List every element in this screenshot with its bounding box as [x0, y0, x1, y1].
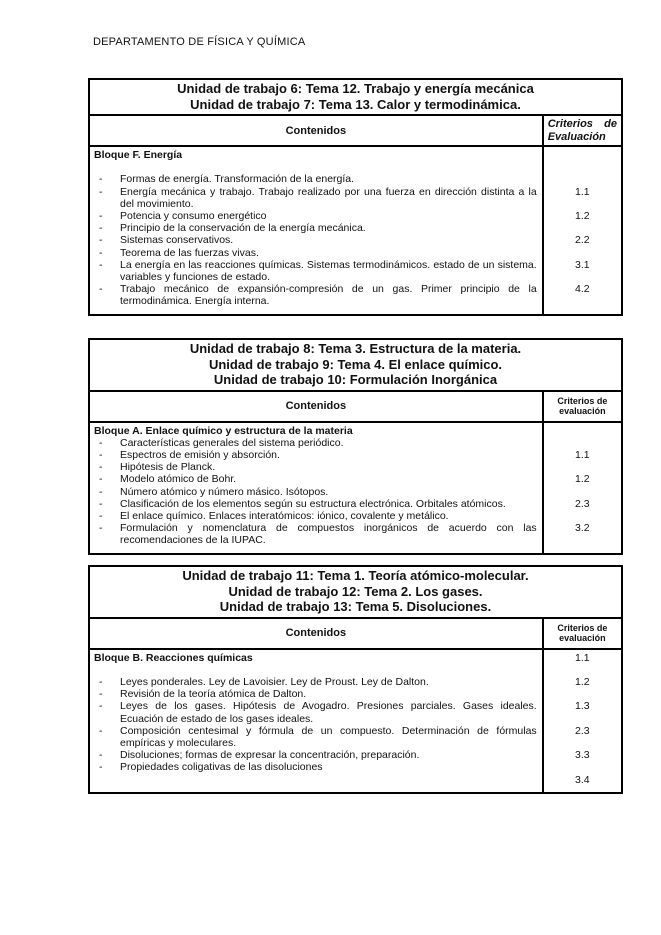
table-row — [89, 700, 622, 724]
content-cell — [89, 522, 543, 553]
content-cell — [89, 510, 543, 522]
criterion-value — [543, 173, 622, 185]
table-row — [89, 247, 622, 259]
list-dash-icon: - — [99, 724, 103, 737]
content-cell — [89, 676, 543, 688]
list-dash-icon: - — [99, 222, 103, 235]
list-dash-icon: - — [99, 461, 103, 474]
title-line: Unidad de trabajo 12: Tema 2. Los gases. — [228, 583, 483, 599]
content-item-text: Formulación y nomenclatura de compuestos inorgánicos de acuerdo con las recomendaciones de la IUPAC. — [120, 522, 537, 547]
content-item-text: El enlace químico. Enlaces interatómicos: iónico, covalente y metálico. — [120, 509, 449, 522]
title-line: Unidad de trabajo 6: Tema 12. Trabajo y energía mecánica — [177, 81, 534, 96]
table-row — [89, 234, 622, 246]
contenidos-header: Contenidos — [89, 618, 543, 649]
content-item-text: Revisión de la teoría atómica de Dalton. — [120, 688, 307, 701]
content-item-text: Número atómico y número másico. Isótopos. — [120, 485, 329, 498]
criterion-value — [543, 161, 622, 173]
content-cell — [89, 774, 543, 793]
table-row — [89, 173, 622, 185]
list-dash-icon: - — [99, 283, 103, 296]
unit-table-6-7 — [88, 78, 623, 316]
column-header-row — [89, 391, 622, 422]
criterion-value — [543, 761, 622, 773]
table-row — [89, 688, 622, 700]
criterion-value — [543, 222, 622, 234]
criterion-value — [543, 510, 622, 522]
table-row — [89, 761, 622, 773]
criterion-value — [543, 461, 622, 473]
criterion-value: 1.3 — [543, 700, 622, 724]
criterion-value: 1.1 — [543, 449, 622, 461]
title-line: Unidad de trabajo 10: Formulación Inorgánica — [213, 372, 498, 387]
list-dash-icon: - — [99, 210, 103, 222]
spacer-row — [89, 664, 622, 676]
criterios-header: Criterios de evaluación — [543, 618, 622, 649]
content-item-text: Modelo atómico de Bohr. — [120, 473, 237, 486]
table-title — [89, 339, 622, 391]
title-line: Unidad de trabajo 13: Tema 5. Disoluciones. — [219, 599, 492, 614]
content-cell — [89, 234, 543, 246]
criterion-value: 3.2 — [543, 522, 622, 553]
list-dash-icon: - — [99, 522, 103, 535]
spacer-row — [89, 161, 622, 173]
content-cell — [89, 222, 543, 234]
list-dash-icon: - — [99, 761, 103, 774]
table-row — [89, 222, 622, 234]
list-dash-icon: - — [99, 509, 103, 522]
table-row — [89, 749, 622, 761]
list-dash-icon: - — [99, 173, 103, 186]
list-dash-icon: - — [99, 497, 103, 510]
contenidos-header: Contenidos — [89, 391, 543, 422]
content-cell — [89, 498, 543, 510]
table-row — [89, 283, 622, 314]
table-row — [89, 725, 622, 749]
criterion-value: 3.1 — [543, 259, 622, 283]
list-dash-icon: - — [99, 246, 103, 259]
criterion-value: 1.2 — [543, 676, 622, 688]
content-cell — [89, 186, 543, 210]
criterion-value — [543, 486, 622, 498]
content-cell — [89, 449, 543, 461]
content-item-text: Características generales del sistema periódico. — [120, 436, 344, 449]
content-item-text: Disoluciones; formas de expresar la concentración, preparación. — [120, 749, 420, 762]
content-item-text: Espectros de emisión y absorción. — [120, 448, 280, 461]
criterios-header: Criterios de evaluación — [543, 391, 622, 422]
list-dash-icon: - — [99, 436, 103, 449]
content-cell — [89, 283, 543, 314]
content-item-text: Hipótesis de Planck. — [120, 461, 216, 474]
table-row — [89, 473, 622, 485]
list-dash-icon: - — [99, 700, 103, 713]
bloque-label: Bloque A. Enlace químico y estructura de la materia — [94, 424, 353, 437]
content-cell — [89, 688, 543, 700]
criterion-value: 1.2 — [543, 473, 622, 485]
criterion-value: 2.3 — [543, 498, 622, 510]
content-cell — [89, 761, 543, 773]
criterion-value — [543, 437, 622, 449]
content-cell — [89, 700, 543, 724]
column-header-row — [89, 618, 622, 649]
title-line: Unidad de trabajo 9: Tema 4. El enlace químico. — [208, 356, 503, 372]
contenidos-header: Contenidos — [89, 115, 543, 146]
department-header: DEPARTAMENTO DE FÍSICA Y QUÍMICA — [93, 36, 306, 48]
table-row — [89, 461, 622, 473]
content-item-text: Energía mecánica y trabajo. Trabajo realizado por una fuerza en dirección distinta a la del movimiento. — [120, 185, 537, 210]
content-cell — [89, 749, 543, 761]
table-row — [89, 522, 622, 553]
list-dash-icon: - — [99, 675, 103, 688]
content-item-text: La energía en las reacciones químicas. Sistemas termodinámicos. estado de un sistema. variables y funciones de estado. — [120, 258, 537, 284]
title-line: Unidad de trabajo 7: Tema 13. Calor y termodinámica. — [190, 96, 521, 112]
list-dash-icon: - — [99, 258, 103, 271]
title-line: Unidad de trabajo 11: Tema 1. Teoría atómico-molecular. — [182, 568, 529, 583]
list-dash-icon: - — [99, 473, 103, 486]
list-dash-icon: - — [99, 185, 103, 198]
criterion-value — [543, 664, 622, 676]
content-cell — [89, 473, 543, 485]
content-item-text: Propiedades coligativas de las disoluciones — [120, 761, 323, 774]
content-cell — [89, 259, 543, 283]
table-title — [89, 566, 622, 618]
title-row — [89, 339, 622, 391]
bloque-row — [89, 422, 622, 437]
title-row — [89, 79, 622, 115]
criterion-value: 1.2 — [543, 210, 622, 222]
bloque-label: Bloque F. Energía — [94, 149, 183, 161]
criterion-value — [543, 247, 622, 259]
criterion-value: 3.4 — [543, 774, 622, 793]
content-cell — [89, 247, 543, 259]
list-dash-icon: - — [99, 234, 103, 247]
criterion-value — [543, 422, 622, 437]
content-item-text: Sistemas conservativos. — [120, 234, 234, 247]
list-dash-icon: - — [99, 749, 103, 762]
criterion-value — [543, 146, 622, 161]
list-dash-icon: - — [99, 688, 103, 701]
content-cell — [89, 486, 543, 498]
criterion-value: 2.2 — [543, 234, 622, 246]
column-header-row — [89, 115, 622, 146]
content-cell — [89, 725, 543, 749]
bloque-row — [89, 649, 622, 664]
list-dash-icon: - — [99, 485, 103, 498]
content-item-text: Formas de energía. Transformación de la energía. — [120, 173, 355, 186]
criterion-value: 4.2 — [543, 283, 622, 314]
content-cell — [89, 161, 543, 173]
criterion-value: 2.3 — [543, 725, 622, 749]
list-dash-icon: - — [99, 448, 103, 461]
table-row — [89, 437, 622, 449]
bloque-label: Bloque B. Reacciones químicas — [94, 651, 253, 664]
content-item-text: Leyes de los gases. Hipótesis de Avogadro. Presiones parciales. Gases ideales. Ecuación de estado de los gases ideales. — [120, 700, 537, 725]
content-item-text: Composición centesimal y fórmula de un compuesto. Determinación de fórmulas empíricas y moleculares. — [120, 724, 537, 749]
unit-table-8-10 — [88, 338, 623, 555]
unit-table-11-13 — [88, 565, 623, 794]
criterion-value: 1.1 — [543, 186, 622, 210]
table-row — [89, 259, 622, 283]
criterion-value: 1.1 — [543, 649, 622, 664]
title-row — [89, 566, 622, 618]
title-line: Unidad de trabajo 8: Tema 3. Estructura de la materia. — [189, 341, 522, 356]
criterion-value: 3.3 — [543, 749, 622, 761]
table-row — [89, 186, 622, 210]
content-item-text: Trabajo mecánico de expansión-compresión de un gas. Primer principio de la termodinámica. Energía interna. — [120, 283, 537, 308]
content-cell — [89, 173, 543, 185]
content-item-text: Leyes ponderales. Ley de Lavoisier. Ley de Proust. Ley de Dalton. — [120, 675, 429, 688]
bloque-row — [89, 146, 622, 161]
table-row — [89, 210, 622, 222]
content-item-text: Clasificación de los elementos según su estructura electrónica. Orbitales atómicos. — [120, 497, 506, 510]
content-item-text: Teorema de las fuerzas vivas. — [120, 246, 259, 259]
table-row — [89, 449, 622, 461]
criterios-header: Criterios de Evaluación — [543, 115, 622, 146]
content-cell — [89, 461, 543, 473]
table-row — [89, 486, 622, 498]
content-item-text: Principio de la conservación de la energía mecánica. — [120, 222, 366, 235]
content-cell — [89, 437, 543, 449]
table-title — [89, 79, 622, 115]
criterion-value — [543, 688, 622, 700]
content-item-text: Potencia y consumo energético — [120, 210, 267, 222]
table-row — [89, 676, 622, 688]
table-row — [89, 498, 622, 510]
content-cell — [89, 664, 543, 676]
table-row — [89, 510, 622, 522]
content-cell — [89, 210, 543, 222]
table-row — [89, 774, 622, 793]
